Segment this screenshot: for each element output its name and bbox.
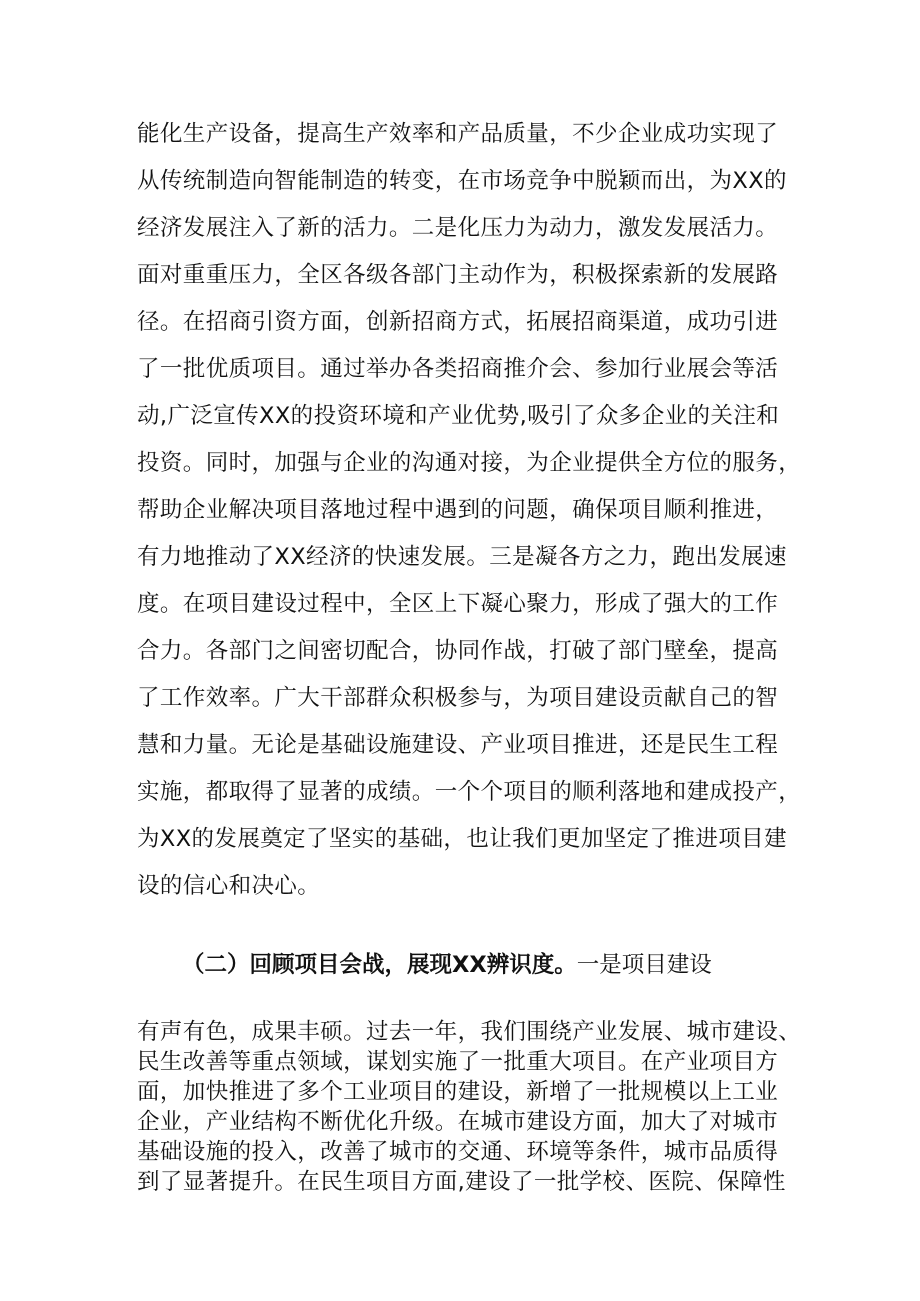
paragraph-2-line: 到了显著提升。在民生项目方面,建设了一批学校、医院、保障性 — [137, 1169, 786, 1195]
paragraph-1-line: 投资。同时，加强与企业的沟通对接，为企业提供全方位的服务， — [137, 450, 802, 476]
paragraph-2-line: 基础设施的投入，改善了城市的交通、环境等条件，城市品质得 — [137, 1139, 779, 1165]
paragraph-1-line: 了一批优质项目。通过举办各类招商推介会、参加行业展会等活 — [137, 356, 779, 382]
section-heading-lead: 一是项目建设 — [576, 952, 712, 978]
paragraph-1-line: 从传统制造向智能制造的转变，在市场竞争中脱颖而出，为XX的 — [137, 168, 787, 194]
section-heading — [182, 950, 802, 980]
paragraph-1-line: 面对重重压力，全区各级各部门主动作为，积极探索新的发展路 — [137, 262, 779, 288]
paragraph-1-line: 为XX的发展奠定了坚实的基础，也让我们更加坚定了推进项目建 — [137, 826, 787, 852]
paragraph-2-line: 企业，产业结构不断优化升级。在城市建设方面，加大了对城市 — [137, 1109, 779, 1135]
paragraph-1-line: 能化生产设备，提高生产效率和产品质量，不少企业成功实现了 — [137, 121, 779, 147]
paragraph-1-line: 经济发展注入了新的活力。二是化压力为动力，激发发展活力。 — [137, 215, 779, 241]
paragraph-1-line: 合力。各部门之间密切配合，协同作战，打破了部门壁垒，提高 — [137, 638, 779, 664]
paragraph-2-line: 有声有色，成果丰硕。过去一年，我们围绕产业发展、城市建设、 — [137, 1019, 802, 1045]
paragraph-1-line: 径。在招商引资方面，创新招商方式，拓展招商渠道，成功引进 — [137, 309, 779, 335]
paragraph-1-line: 帮助企业解决项目落地过程中遇到的问题，确保项目顺利推进， — [137, 497, 779, 523]
paragraph-1-line: 实施，都取得了显著的成绩。一个个项目的顺利落地和建成投产， — [137, 779, 802, 805]
paragraph-1-line: 度。在项目建设过程中，全区上下凝心聚力，形成了强大的工作 — [137, 591, 779, 617]
paragraph-1-line: 了工作效率。广大干部群众积极参与，为项目建设贡献自己的智 — [137, 685, 779, 711]
paragraph-1-line: 动,广泛宣传XX的投资环境和产业优势,吸引了众多企业的关注和 — [137, 403, 780, 429]
paragraph-1-line: 慧和力量。无论是基础设施建设、产业项目推进，还是民生工程 — [137, 732, 779, 758]
section-heading-title: （二）回顾项目会战，展现XX辨识度。 — [182, 952, 577, 978]
paragraph-1-line: 有力地推动了XX经济的快速发展。三是凝各方之力，跑出发展速 — [137, 544, 787, 570]
paragraph-2-line: 面，加快推进了多个工业项目的建设，新增了一批规模以上工业 — [137, 1079, 779, 1105]
paragraph-2-line: 民生改善等重点领域，谋划实施了一批重大项目。在产业项目方 — [137, 1049, 779, 1075]
paragraph-1-line: 设的信心和决心。 — [137, 873, 321, 899]
